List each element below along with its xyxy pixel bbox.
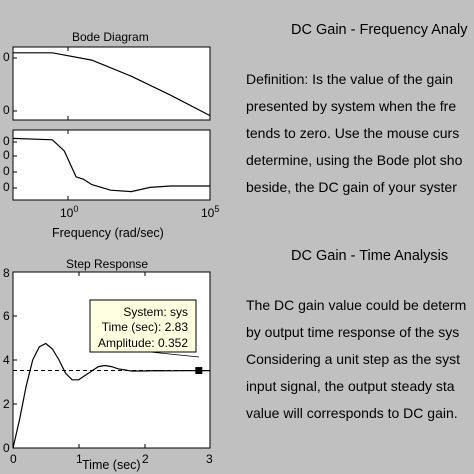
freq-section-line-1: Definition: Is the value of the gain	[246, 71, 454, 87]
freq-section-line-2: presented by system when the fre	[246, 98, 457, 114]
datatip-amplitude: Amplitude: 0.352	[97, 336, 188, 350]
time-section-title: DC Gain - Time Analysis	[291, 248, 449, 264]
datatip-marker[interactable]	[195, 367, 202, 374]
step-ytick-4: 4	[3, 353, 10, 367]
freq-section-title: DC Gain - Frequency Analy	[291, 22, 468, 38]
step-xtick-3: 3	[206, 452, 213, 466]
bode-xtick-1: $10^0$	[60, 204, 79, 220]
step-xlabel: Time (sec)	[82, 458, 141, 472]
freq-section-line-5: beside, the DC gain of your syster	[246, 179, 457, 195]
time-section-line-5: value will corresponds to DC gain.	[246, 405, 458, 421]
step-response-axes[interactable]	[13, 272, 210, 448]
time-section-line-4: input signal, the output steady sta	[246, 378, 455, 394]
bode-xlabel: Frequency (rad/sec)	[52, 226, 164, 240]
time-section-line-1: The DC gain value could be determ	[246, 297, 467, 313]
bode-phase-ytick-3: 0	[3, 164, 10, 178]
bode-phase-ytick-2: 0	[3, 148, 10, 162]
datatip[interactable]	[90, 300, 196, 352]
step-xtick-0: 0	[10, 452, 17, 466]
bode-mag-ytick-2: 0	[3, 103, 10, 117]
step-ytick-6: 6	[3, 309, 10, 323]
bode-magnitude-axes[interactable]	[13, 47, 210, 120]
freq-section-line-4: determine, using the Bode plot sho	[246, 152, 463, 168]
step-ytick-8: 8	[3, 266, 10, 280]
bode-phase-ytick-1: 0	[3, 134, 10, 148]
bode-xtick-2: $10^5$	[201, 204, 220, 220]
datatip-time: Time (sec): 2.83	[101, 320, 188, 334]
time-section-line-3: Considering a unit step as the syst	[246, 351, 461, 367]
freq-section-line-3: tends to zero. Use the mouse curs	[246, 125, 460, 141]
bode-phase-axes[interactable]	[13, 130, 210, 200]
bode-mag-ytick-1: 0	[3, 50, 10, 64]
bode-phase-ytick-4: 0	[3, 180, 10, 194]
datatip-system: System: sys	[123, 305, 188, 319]
step-title: Step Response	[66, 257, 149, 271]
step-ytick-2: 2	[3, 397, 10, 411]
step-xtick-2: 2	[142, 452, 149, 466]
step-ytick-0: 0	[3, 441, 10, 455]
step-xtick-1: 1	[76, 452, 83, 466]
bode-title: Bode Diagram	[72, 30, 149, 44]
time-section-line-2: by output time response of the sys	[246, 324, 460, 340]
